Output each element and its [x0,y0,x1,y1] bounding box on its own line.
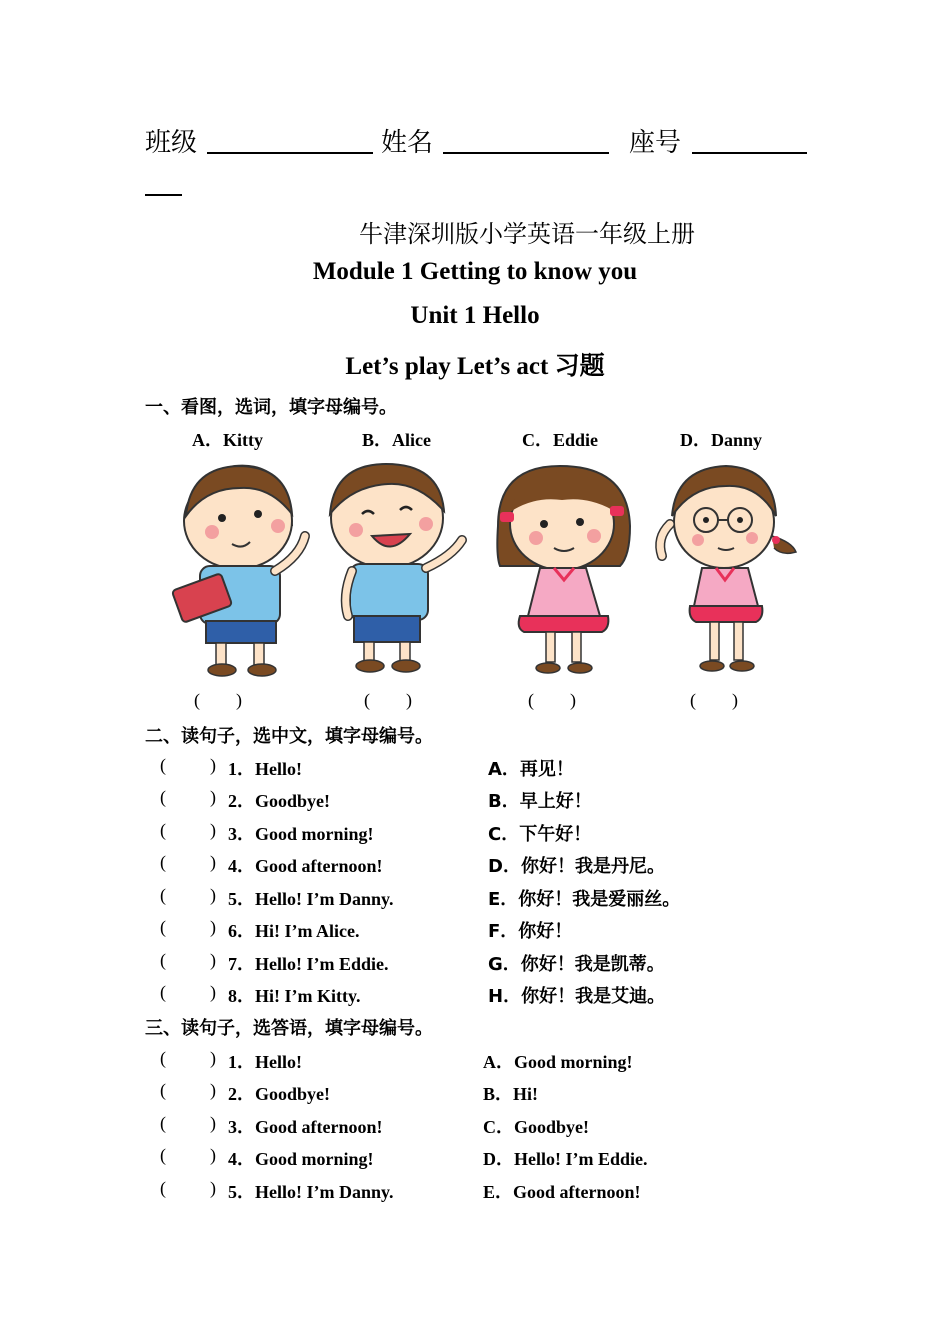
lesson-title: Let’s play Let’s act 习题 [345,353,605,380]
s2-q3-blank[interactable]: ( [160,820,166,840]
s2-answer-a-text: A．再见！ [488,759,574,780]
s2-q5-blank-close: ) [210,885,216,905]
seat-blank-continuation [145,194,182,196]
s3-answer-c: C．Goodbye! [483,1117,590,1137]
seat-label: 座号 [629,128,682,158]
picture2-answer-blank[interactable]: ( ) [364,690,412,710]
s3-answer-e: E．Good afternoon! [483,1182,641,1202]
s3-question-4: 4．Good morning! [228,1149,374,1169]
option-b-alice: B．Alice [362,430,431,450]
s3-q5-blank[interactable]: ( [160,1178,166,1198]
s2-question-7: 7．Hello! I’m Eddie. [228,954,389,974]
s2-question-1: 1．Hello! [228,759,302,779]
s2-question-8: 8．Hi! I’m Kitty. [228,986,361,1006]
girl-pink-dress-image [490,456,640,681]
s2-q2-blank-close: ) [210,787,216,807]
s2-answer-b [488,787,592,813]
section1-heading: 一、看图，选词，填字母编号。 [145,397,397,418]
name-label: 姓名 [381,128,434,158]
s2-answer-g-text: G．你好！我是凯蒂。 [488,954,665,975]
s2-q4-blank[interactable]: ( [160,852,166,872]
s2-answer-f-text: F．你好！ [488,921,573,942]
s2-answer-d-text: D．你好！我是丹尼。 [488,856,665,877]
student-info-header [145,122,815,162]
s2-q8-blank-close: ) [210,982,216,1002]
module-title: Module 1 Getting to know you [312,258,638,285]
s2-q7-blank-close: ) [210,950,216,970]
section3-heading: 三、读句子，选答语，填字母编号。 [145,1018,433,1039]
s3-question-3: 3．Good afternoon! [228,1117,383,1137]
picture4-answer-blank[interactable]: ( ) [690,690,738,710]
book-title: 牛津深圳版小学英语一年级上册 [359,220,695,248]
boy-waving-image [322,456,477,681]
s2-answer-h [488,982,665,1008]
s2-answer-f [488,917,572,943]
s2-answer-b-text: B．早上好！ [488,791,592,812]
s3-q5-blank-close: ) [210,1178,216,1198]
s2-q5-blank[interactable]: ( [160,885,166,905]
s2-answer-g [488,950,665,976]
s3-question-2: 2．Goodbye! [228,1084,331,1104]
s2-q2-blank[interactable]: ( [160,787,166,807]
s3-answer-d: D．Hello! I’m Eddie. [483,1149,648,1169]
class-blank[interactable] [207,152,373,154]
s3-q3-blank[interactable]: ( [160,1113,166,1133]
s2-answer-h-text: H．你好！我是艾迪。 [488,986,666,1007]
s2-q3-blank-close: ) [210,820,216,840]
s2-question-6: 6．Hi! I’m Alice. [228,921,360,941]
s2-answer-a [488,755,574,781]
s2-q6-blank-close: ) [210,917,216,937]
unit-title: Unit 1 Hello [410,302,540,329]
s2-q1-blank[interactable]: ( [160,755,166,775]
s3-q2-blank-close: ) [210,1080,216,1100]
option-a-kitty: A．Kitty [192,430,263,450]
girl-glasses-image [650,456,800,681]
s3-q4-blank-close: ) [210,1145,216,1165]
s3-q2-blank[interactable]: ( [160,1080,166,1100]
option-c-eddie: C．Eddie [522,430,599,450]
s3-q1-blank[interactable]: ( [160,1048,166,1068]
picture1-answer-blank[interactable]: ( ) [194,690,242,710]
s2-answer-d [488,852,665,878]
s3-answer-b: B．Hi! [483,1084,539,1104]
boy-with-book-image [170,456,320,681]
s2-q7-blank[interactable]: ( [160,950,166,970]
s2-q4-blank-close: ) [210,852,216,872]
s2-answer-e [488,885,680,911]
s2-q8-blank[interactable]: ( [160,982,166,1002]
seat-blank[interactable] [692,152,807,154]
s2-answer-c [488,820,591,846]
s3-question-1: 1．Hello! [228,1052,302,1072]
s2-answer-c-text: C．下午好！ [488,824,592,845]
class-label: 班级 [145,128,198,158]
s2-question-2: 2．Goodbye! [228,791,331,811]
option-d-danny: D．Danny [680,430,763,450]
s3-q4-blank[interactable]: ( [160,1145,166,1165]
s3-answer-a: A．Good morning! [483,1052,633,1072]
s2-answer-e-text: E．你好！我是爱丽丝。 [488,889,681,910]
s3-q3-blank-close: ) [210,1113,216,1133]
name-blank[interactable] [443,152,609,154]
section2-heading: 二、读句子，选中文，填字母编号。 [145,726,433,747]
s2-question-5: 5．Hello! I’m Danny. [228,889,394,909]
picture3-answer-blank[interactable]: ( ) [528,690,576,710]
s2-q1-blank-close: ) [210,755,216,775]
s3-question-5: 5．Hello! I’m Danny. [228,1182,394,1202]
s2-question-3: 3．Good morning! [228,824,374,844]
s2-question-4: 4．Good afternoon! [228,856,383,876]
s2-q6-blank[interactable]: ( [160,917,166,937]
s3-q1-blank-close: ) [210,1048,216,1068]
